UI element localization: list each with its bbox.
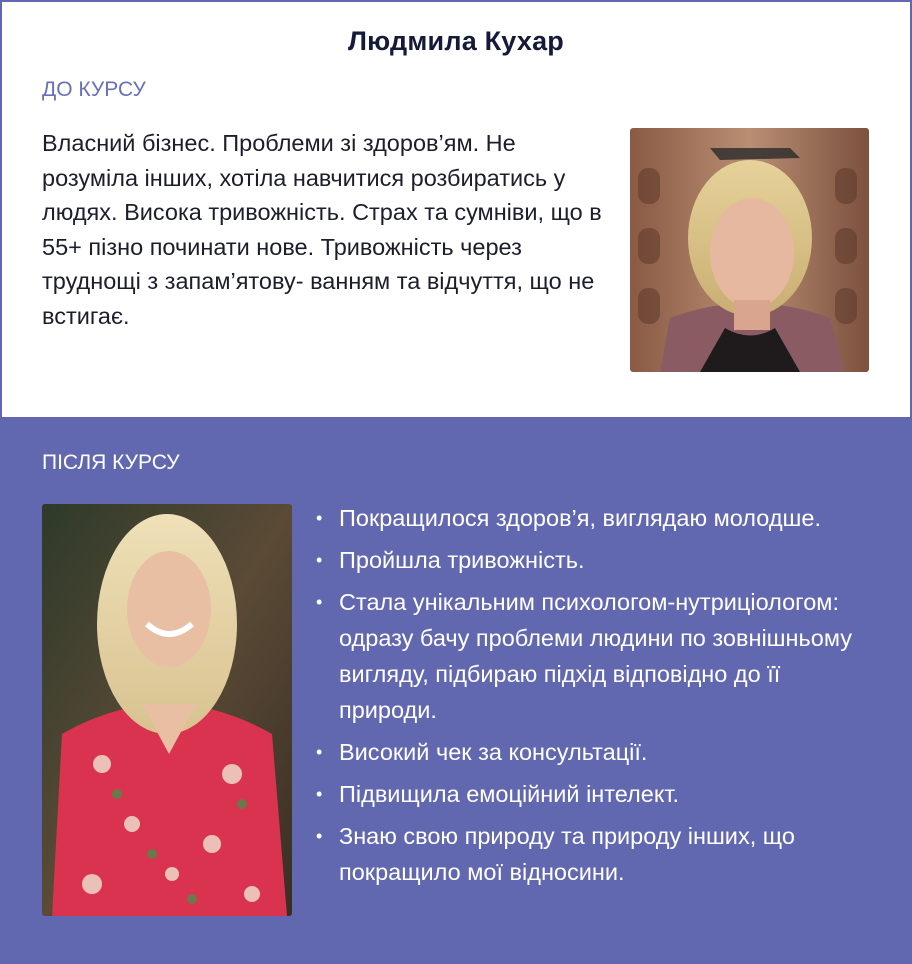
bullet-icon: • (316, 826, 323, 846)
list-item: • Високий чек за консультації. (316, 734, 876, 770)
portrait-photo-after (42, 504, 292, 916)
before-description: Власний бізнес. Проблеми зі здоров’ям. Не розуміла інших, хотіла навчитися розбиратись у людях. Висока тривожність. Страх та сумніви, що в 55+ пізно починати нове. Тривожність через труднощі з запам’ятову- ванням та відчуття, що не встигає. (42, 130, 602, 329)
page-title: Людмила Кухар (348, 26, 564, 56)
after-label: ПІСЛЯ КУРСУ (42, 451, 180, 474)
bullet-icon: • (316, 508, 323, 528)
bullet-icon: • (316, 784, 323, 804)
bullet-icon: • (316, 742, 323, 762)
after-results-list (316, 500, 876, 896)
portrait-photo-before (630, 128, 869, 372)
bullet-icon: • (316, 592, 323, 612)
list-item: • Покращилося здоров’я, виглядаю молодше. (316, 500, 876, 536)
list-item: • Стала унікальним психологом-нутриціологом: одразу бачу проблеми людини по зовнішньому вигляду, підбираю підхід відповідно до її природи. (316, 584, 876, 728)
list-item: • Пройшла тривожність. (316, 542, 876, 578)
bullet-icon: • (316, 550, 323, 570)
list-item: • Знаю свою природу та природу інших, що покращило мої відносини. (316, 818, 876, 890)
list-item: • Підвищила емоційний інтелект. (316, 776, 876, 812)
before-label: ДО КУРСУ (42, 78, 146, 101)
